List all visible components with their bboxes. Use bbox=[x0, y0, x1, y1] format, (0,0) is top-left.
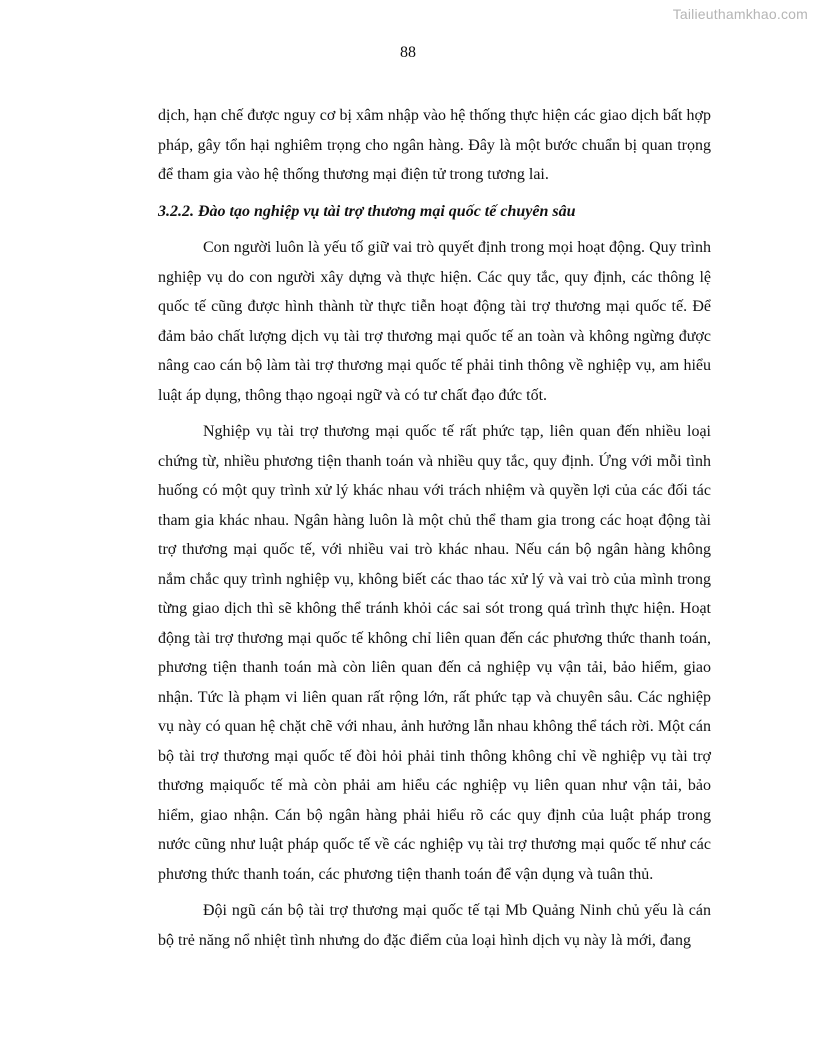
paragraph: Đội ngũ cán bộ tài trợ thương mại quốc tế tại Mb Quảng Ninh chủ yếu là cán bộ trẻ năng nổ nhiệt tình nhưng do đặc điểm của loại hình dịch vụ này là mới, đang bbox=[158, 902, 711, 949]
page-number: 88 bbox=[400, 44, 416, 61]
watermark: Tailieuthamkhao.com bbox=[672, 6, 808, 22]
document-body bbox=[158, 101, 711, 955]
paragraph: Con người luôn là yếu tố giữ vai trò quyết định trong mọi hoạt động. Quy trình nghiệp vụ do con người xây dựng và thực hiện. Các quy tắc, quy định, các thông lệ quốc tế cũng được hình thành từ thực tiễn hoạt động tài trợ thương mại quốc tế. Để đảm bảo chất lượng dịch vụ tài trợ thương mại quốc tế an toàn và không ngừng được nâng cao cán bộ làm tài trợ thương mại quốc tế phải tinh thông về nghiệp vụ, am hiểu luật áp dụng, thông thạo ngoại ngữ và có tư chất đạo đức tốt. bbox=[158, 239, 711, 404]
paragraph: Nghiệp vụ tài trợ thương mại quốc tế rất phức tạp, liên quan đến nhiều loại chứng từ, nhiều phương tiện thanh toán và nhiều quy tắc, quy định. Ứng với mỗi tình huống có một quy trình xử lý khác nhau với trách nhiệm và quyền lợi của các đối tác tham gia khác nhau. Ngân hàng luôn là một chủ thể tham gia trong các hoạt động tài trợ thương mại quốc tế, với nhiều vai trò khác nhau. Nếu cán bộ ngân hàng không nắm chắc quy trình nghiệp vụ, không biết các thao tác xử lý và vai trò của mình trong từng giao dịch thì sẽ không thể tránh khỏi các sai sót trong quá trình thực hiện. Hoạt động tài trợ thương mại quốc tế không chỉ liên quan đến các phương thức thanh toán, phương tiện thanh toán mà còn liên quan đến cả nghiệp vụ vận tải, bảo hiểm, giao nhận. Tức là phạm vi liên quan rất rộng lớn, rất phức tạp và chuyên sâu. Các nghiệp vụ này có quan hệ chặt chẽ với nhau, ảnh hưởng lẫn nhau không thể tách rời. Một cán bộ tài trợ thương mại quốc tế đòi hỏi phải tinh thông không chỉ về nghiệp vụ tài trợ thương mạiquốc tế mà còn phải am hiểu các nghiệp vụ liên quan như vận tải, bảo hiểm, giao nhận. Cán bộ ngân hàng phải hiểu rõ các quy định của luật pháp trong nước cũng như luật pháp quốc tế về các nghiệp vụ tài trợ thương mại quốc tế như các phương thức thanh toán, các phương tiện thanh toán để vận dụng và tuân thủ. bbox=[158, 423, 711, 883]
section-heading: 3.2.2. Đào tạo nghiệp vụ tài trợ thương mại quốc tế chuyên sâu bbox=[158, 202, 576, 220]
paragraph-continuation: dịch, hạn chế được nguy cơ bị xâm nhập vào hệ thống thực hiện các giao dịch bất hợp pháp, gây tổn hại nghiêm trọng cho ngân hàng. Đây là một bước chuẩn bị quan trọng để tham gia vào hệ thống thương mại điện tử trong tương lai. bbox=[158, 107, 711, 183]
